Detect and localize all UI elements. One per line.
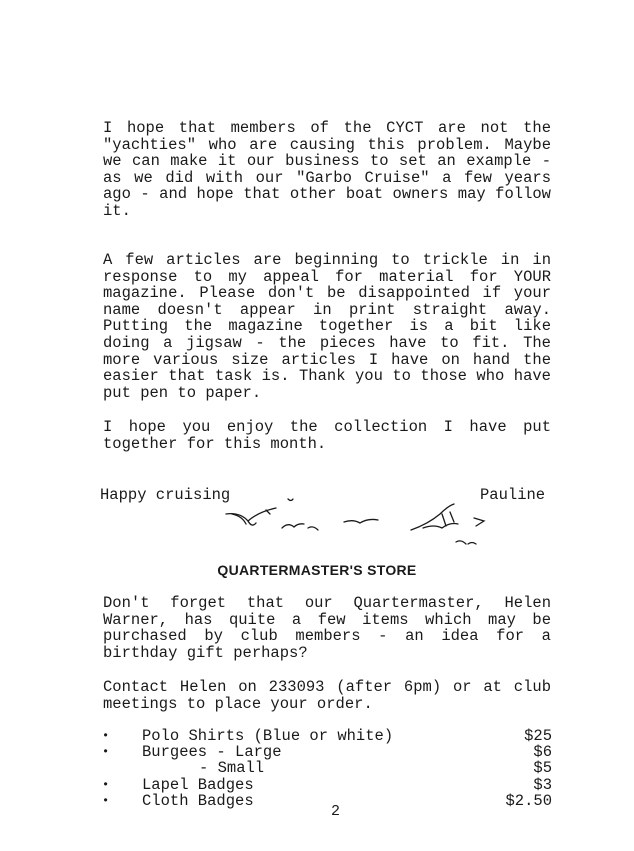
letter-paragraph-2: A few articles are beginning to trickle in in response to my appeal for material for YOUR magazine. Please don't be disappointed if your name doesn't appear in print straight away. Putting the magazine together is a bit like doing a jigsaw - the pieces have to fit. The more various size articles I have on hand the easier that task is. Thank you to those who have put pen to paper. [103, 251, 551, 402]
bullet-icon: • [102, 745, 110, 760]
list-item [100, 744, 552, 760]
sign-off: Happy cruising [100, 486, 231, 504]
item-label: - Small [199, 759, 265, 778]
bullet-icon: • [102, 777, 110, 792]
item-label: Cloth Badges [142, 791, 254, 810]
letter-paragraph-3: I hope you enjoy the collection I have put together for this month. [103, 418, 551, 453]
list-item [100, 760, 552, 776]
item-label: Burgees - Large [142, 743, 282, 762]
letter-paragraph-1: I hope that members of the CYCT are not the "yachties" who are causing this problem. Maybe we can make it our business to set an example - as we did with our "Garbo Cruise" a few years ago - and hope that other boat owners may follow it. [103, 119, 551, 220]
list-item [100, 728, 552, 744]
signature: Pauline [480, 486, 546, 504]
item-label: Lapel Badges [142, 775, 254, 794]
store-paragraph-1: Don't forget that our Quartermaster, Helen Warner, has quite a few items which may be purchased by club members - an idea for a birthday gift perhaps? [103, 594, 551, 662]
page-number: 2 [331, 803, 341, 820]
item-price: $6 [533, 743, 552, 762]
bullet-icon: • [102, 729, 110, 743]
list-item [100, 793, 552, 809]
item-price: $25 [524, 727, 552, 745]
store-heading: QUARTERMASTER'S STORE [217, 562, 417, 578]
list-item [100, 777, 552, 793]
store-item-list [100, 728, 552, 809]
item-price: $5 [533, 759, 552, 778]
item-price: $3 [533, 775, 552, 794]
bullet-icon: • [102, 793, 110, 808]
item-label: Polo Shirts (Blue or white) [142, 727, 394, 745]
item-price: $2.50 [505, 791, 552, 810]
store-paragraph-2: Contact Helen on 233093 (after 6pm) or at club meetings to place your order. [103, 678, 551, 713]
seagulls-illustration-icon [218, 494, 498, 554]
